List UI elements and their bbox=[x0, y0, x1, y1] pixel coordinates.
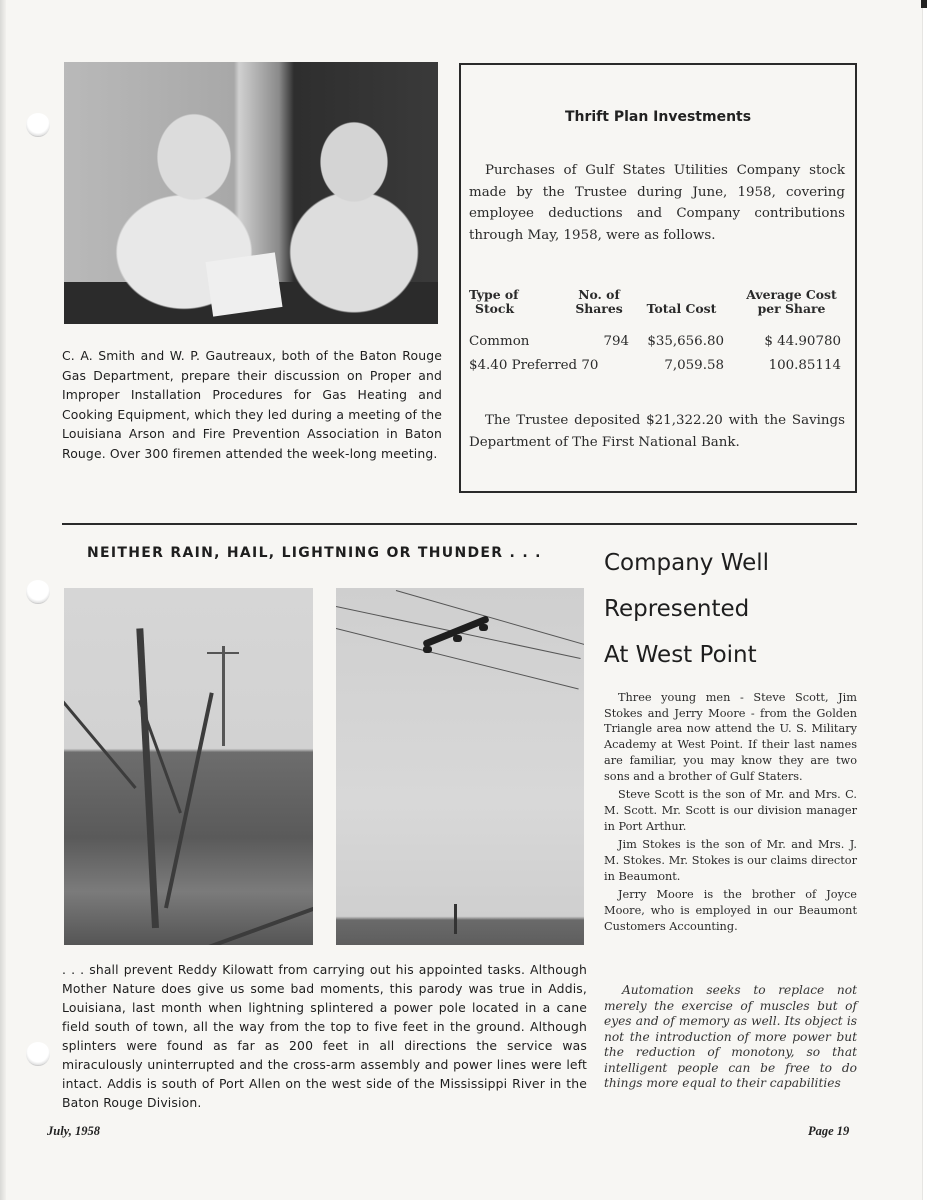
insulator bbox=[423, 646, 432, 653]
paragraph: Jerry Moore is the brother of Joyce Moore, who is employed in our Beaumont Customers Accounting. bbox=[604, 888, 857, 933]
cell-avg-cost: 100.85114 bbox=[768, 358, 841, 373]
header-average-cost: Average Cost per Share bbox=[746, 287, 837, 316]
page-edge-right bbox=[922, 0, 927, 1200]
photo-two-men-icon bbox=[64, 62, 438, 324]
cell-shares: 794 bbox=[603, 334, 629, 349]
paper-sheet bbox=[206, 252, 283, 316]
thrift-title: Thrift Plan Investments bbox=[564, 109, 752, 125]
footer-date: July, 1958 bbox=[47, 1124, 101, 1138]
section-divider bbox=[62, 523, 857, 525]
crossarm bbox=[422, 615, 490, 648]
paragraph: Steve Scott is the son of Mr. and Mrs. C. M. Scott. Mr. Scott is our division manager in Port Arthur. bbox=[604, 788, 857, 833]
thrift-table bbox=[469, 288, 849, 378]
table-row bbox=[469, 354, 849, 378]
pole-stump bbox=[454, 904, 457, 934]
header-total-cost: Total Cost bbox=[646, 301, 717, 316]
cell-total-cost: 7,059.58 bbox=[664, 358, 724, 373]
lightning-body: . . . shall prevent Reddy Kilowatt from carrying out his appointed tasks. Although Mother Nature does give us some bad moments, this parody was true in Addis, Louisiana, last month when lightning splintered a power pole located in a cane field south of town, all the way from the top to five feet in the ground. Although splinters were found as far as 200 feet in all directions the service was miraculously uninterrupted and the cross-arm assembly and power lines were left intact. Addis is south of Port Allen on the west side of the Mississippi River in the Baton Rouge Division. bbox=[62, 962, 587, 1110]
insulator bbox=[453, 635, 462, 642]
distant-pole bbox=[222, 646, 225, 746]
thrift-plan-box bbox=[459, 63, 857, 493]
paragraph: Jim Stokes is the son of Mr. and Mrs. J. M. Stokes. Mr. Stokes is our claims director in Beaumont. bbox=[604, 838, 857, 883]
splinter bbox=[164, 692, 214, 908]
cell-type: Common bbox=[469, 334, 530, 349]
table-row bbox=[469, 330, 849, 354]
westpoint-body bbox=[604, 690, 857, 938]
binder-hole-icon bbox=[26, 580, 50, 604]
header-type: Type of Stock bbox=[469, 287, 519, 316]
splinter bbox=[64, 680, 137, 789]
paragraph: Three young men - Steve Scott, Jim Stokes and Jerry Moore - from the Golden Triangle area now attend the U. S. Military Academy at West Point. If their last names are familiar, you may know they are two sons and a brother of Gulf Staters. bbox=[604, 691, 857, 783]
photo-caption: C. A. Smith and W. P. Gautreaux, both of the Baton Rouge Gas Department, prepare their discussion on Proper and Improper Installation Procedures for Gas Heating and Cooking Equipment, which they led during a meeting of the Louisiana Arson and Fire Prevention Association in Baton Rouge. Over 300 firemen attended the week-long meeting. bbox=[62, 348, 442, 461]
cell-total-cost: $35,656.80 bbox=[647, 334, 724, 349]
splinter bbox=[205, 902, 313, 945]
thrift-intro: Purchases of Gulf States Utilities Company stock made by the Trustee during June, 1958, covering employee deductions and Company contributions through May, 1958, were as follows. bbox=[469, 163, 845, 243]
power-line bbox=[396, 590, 584, 646]
cell-type-shares: $4.40 Preferred 70 bbox=[469, 358, 599, 373]
table-header-row bbox=[469, 288, 849, 330]
photo-splintered-pole-icon bbox=[64, 588, 313, 945]
lightning-headline: NEITHER RAIN, HAIL, LIGHTNING OR THUNDER . . . bbox=[87, 545, 542, 561]
footer-page-number: Page 19 bbox=[808, 1124, 850, 1138]
distant-pole-arm bbox=[207, 652, 239, 654]
page-edge-left bbox=[0, 0, 6, 1200]
binder-hole-icon bbox=[26, 113, 50, 137]
photo-crossarm-sky-icon bbox=[336, 588, 584, 945]
thrift-deposit: The Trustee deposited $21,322.20 with the Savings Department of The First National Bank. bbox=[469, 413, 845, 450]
binder-hole-icon bbox=[26, 1042, 50, 1066]
insulator bbox=[479, 624, 488, 631]
cell-avg-cost: $ 44.90780 bbox=[764, 334, 841, 349]
splinter bbox=[136, 628, 159, 928]
automation-quote: Automation seeks to replace not merely the exercise of muscles but of eyes and of memory as well. Its object is not the introduction of more power but the reduction of monotony, so that intelligent people can be free to do things more equal to their capabilities bbox=[604, 983, 857, 1090]
header-shares: No. of Shares bbox=[575, 287, 623, 316]
corner-mark bbox=[921, 0, 927, 8]
westpoint-title: Company Well Represented At West Point bbox=[604, 550, 770, 668]
